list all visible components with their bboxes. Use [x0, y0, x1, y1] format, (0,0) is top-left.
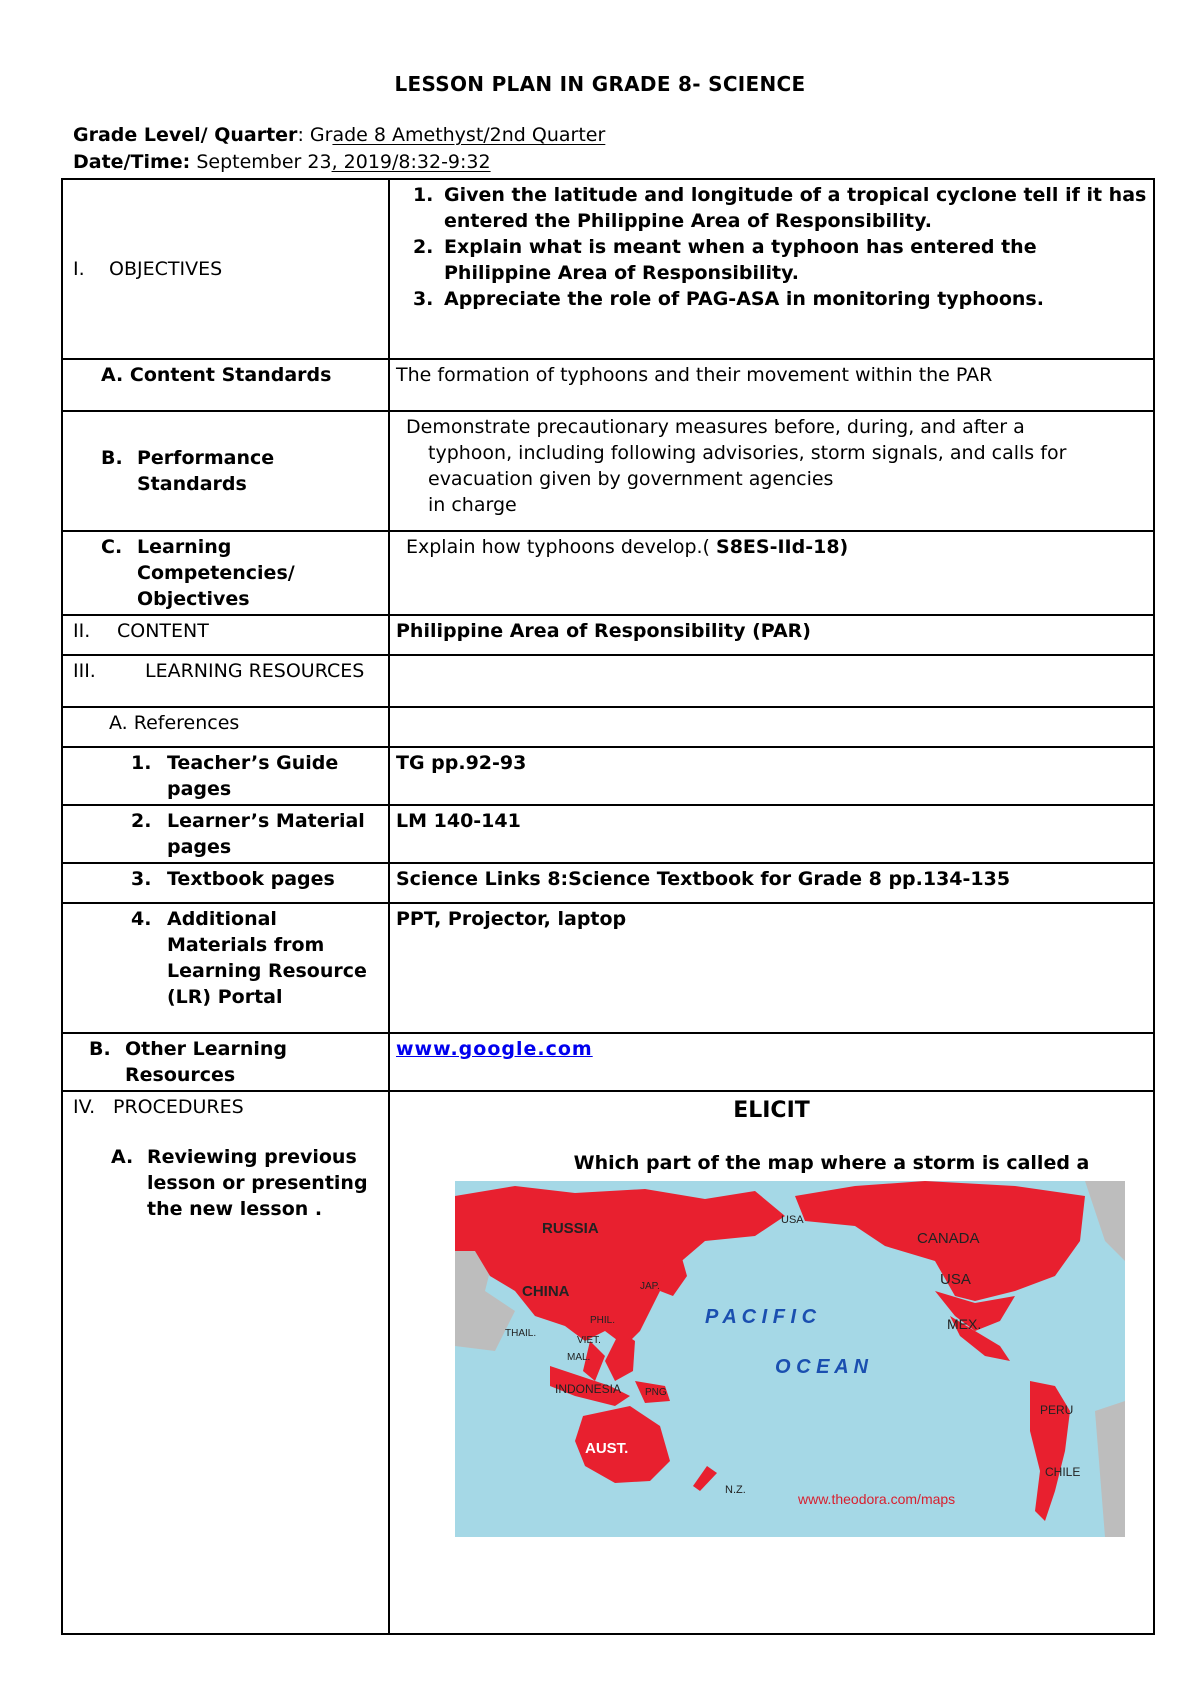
- textbook-row: [62, 863, 1154, 903]
- map-label-thai: THAIL.: [505, 1328, 537, 1339]
- map-label-indonesia: INDONESIA: [555, 1382, 622, 1396]
- teachers-guide-value: TG pp.92-93: [389, 747, 1154, 805]
- additional-materials-label: Additional Materials from Learning Resource (LR) Portal: [167, 908, 367, 1008]
- learning-resources-value: [389, 655, 1154, 707]
- learning-resources-label-cell: [62, 655, 389, 707]
- review-label: Reviewing previous lesson or presenting the new lesson .: [147, 1146, 368, 1220]
- content-standards-row: [62, 359, 1154, 411]
- learning-resources-label: LEARNING RESOURCES: [145, 660, 365, 682]
- additional-materials-label-cell: [62, 903, 389, 1033]
- map-label-phil: PHIL.: [590, 1315, 616, 1326]
- date-time-line: [73, 151, 491, 173]
- performance-standards-value: [389, 411, 1154, 531]
- review-num: A.: [111, 1146, 134, 1168]
- learning-competencies-label-cell: [62, 531, 389, 615]
- textbook-label-cell: [62, 863, 389, 903]
- pacific-map: [455, 1181, 1125, 1537]
- learning-competencies-code: S8ES-IId-18): [716, 536, 849, 558]
- references-label: A. References: [62, 707, 389, 747]
- learners-material-value: LM 140-141: [389, 805, 1154, 863]
- other-resources-value-cell: [389, 1033, 1154, 1091]
- references-row: [62, 707, 1154, 747]
- content-label-cell: [62, 615, 389, 655]
- objectives-list: [396, 182, 1147, 312]
- learners-material-label: Learner’s Material pages: [167, 810, 365, 858]
- date-time-label: Date/Time:: [73, 151, 191, 173]
- additional-materials-value: PPT, Projector, laptop: [389, 903, 1154, 1033]
- elicit-heading: ELICIT: [733, 1098, 810, 1123]
- learners-material-label-cell: [62, 805, 389, 863]
- learning-competencies-value: [389, 531, 1154, 615]
- other-resources-label: Other Learning Resources: [125, 1038, 287, 1086]
- teachers-guide-label: Teacher’s Guide pages: [167, 752, 339, 800]
- textbook-num: 3.: [131, 868, 152, 890]
- content-num: II.: [73, 620, 91, 642]
- performance-standards-line: Demonstrate precautionary measures before, during, and after a: [406, 416, 1025, 438]
- objective-item: 3. Appreciate the role of PAG-ASA in monitoring typhoons.: [440, 286, 1147, 312]
- learning-competencies-text: Explain how typhoons develop.(: [406, 536, 717, 558]
- textbook-value: Science Links 8:Science Textbook for Grade 8 pp.134-135: [389, 863, 1154, 903]
- grade-level-value-b: ade 8 Amethyst/2nd Quarter: [332, 124, 606, 146]
- map-label-viet: VIET.: [577, 1335, 601, 1346]
- other-resources-label-cell: [62, 1033, 389, 1091]
- performance-standards-line: evacuation given by government agencies: [428, 468, 834, 490]
- learning-resources-row: [62, 655, 1154, 707]
- performance-standards-num: B.: [101, 447, 123, 469]
- additional-materials-num: 4.: [131, 908, 152, 930]
- grade-level-value-a: Gr: [309, 124, 333, 146]
- content-row: [62, 615, 1154, 655]
- performance-standards-row: [62, 411, 1154, 531]
- additional-materials-row: [62, 903, 1154, 1033]
- grade-level-line: Grade Level/ Quarter: Grade 8 Amethyst/2nd Quarter: [73, 124, 606, 146]
- map-label-pacific: P A C I F I C: [705, 1306, 817, 1328]
- content-value: Philippine Area of Responsibility (PAR): [389, 615, 1154, 655]
- map-label-peru: PERU: [1040, 1403, 1074, 1417]
- objective-item: 1. Given the latitude and longitude of a tropical cyclone tell if it has entered the Philippine Area of Responsibility.: [440, 182, 1147, 234]
- map-question-line: Which part of the map where a storm is called a: [573, 1152, 1090, 1174]
- content-standards-label: A. Content Standards: [62, 359, 389, 411]
- map-label-canada: CANADA: [917, 1230, 980, 1247]
- pacific-map-svg: [455, 1181, 1125, 1537]
- learning-competencies-num: C.: [101, 536, 123, 558]
- teachers-guide-label-cell: [62, 747, 389, 805]
- performance-standards-label: Performance Standards: [137, 447, 275, 495]
- map-label-mex: MEX.: [947, 1316, 982, 1332]
- performance-standards-label-cell: [62, 411, 389, 531]
- learning-competencies-label: Learning Competencies/ Objectives: [137, 536, 295, 610]
- google-link[interactable]: www.google.com: [396, 1038, 593, 1060]
- learning-competencies-row: [62, 531, 1154, 615]
- map-label-japan: JAP.: [640, 1281, 660, 1292]
- map-label-mal: MAL.: [567, 1352, 591, 1363]
- objectives-label: OBJECTIVES: [109, 258, 223, 280]
- content-label: CONTENT: [117, 620, 209, 642]
- textbook-label: Textbook pages: [167, 868, 335, 890]
- map-label-png: PNG: [645, 1387, 667, 1398]
- page-title: LESSON PLAN IN GRADE 8- SCIENCE: [394, 72, 806, 96]
- other-resources-row: [62, 1033, 1154, 1091]
- teachers-guide-row: [62, 747, 1154, 805]
- date-time-value-b: , 2019/8:32-9:32: [331, 151, 491, 173]
- map-label-usa-alaska: USA: [781, 1214, 804, 1226]
- procedures-label: PROCEDURES: [113, 1096, 244, 1118]
- objectives-value-cell: [389, 179, 1154, 359]
- date-time-value-a: September 23: [196, 151, 332, 173]
- map-label-nz: N.Z.: [725, 1484, 746, 1496]
- map-label-usa: USA: [940, 1271, 971, 1288]
- other-resources-num: B.: [89, 1038, 111, 1060]
- teachers-guide-num: 1.: [131, 752, 152, 774]
- map-label-aust: AUST.: [585, 1440, 629, 1457]
- objectives-label-cell: [62, 179, 389, 359]
- learners-material-num: 2.: [131, 810, 152, 832]
- objectives-row: [62, 179, 1154, 359]
- map-credit: www.theodora.com/maps: [798, 1491, 956, 1507]
- procedures-num: IV.: [73, 1096, 96, 1118]
- map-label-chile: CHILE: [1045, 1465, 1081, 1479]
- objectives-num: I.: [73, 258, 85, 280]
- performance-standards-line: typhoon, including following advisories, storm signals, and calls for: [428, 442, 1067, 464]
- objective-item: 2. Explain what is meant when a typhoon has entered the Philippine Area of Responsibility.: [440, 234, 1147, 286]
- content-standards-value: The formation of typhoons and their movement within the PAR: [389, 359, 1154, 411]
- map-label-china: CHINA: [522, 1283, 570, 1300]
- learners-material-row: [62, 805, 1154, 863]
- map-label-russia: RUSSIA: [542, 1220, 599, 1237]
- procedures-label-cell: [62, 1091, 389, 1634]
- map-label-ocean: O C E A N: [775, 1356, 868, 1378]
- performance-standards-line: in charge: [428, 494, 517, 516]
- learning-resources-num: III.: [73, 660, 96, 682]
- grade-level-label: Grade Level/ Quarter: [73, 124, 298, 146]
- references-value: [389, 707, 1154, 747]
